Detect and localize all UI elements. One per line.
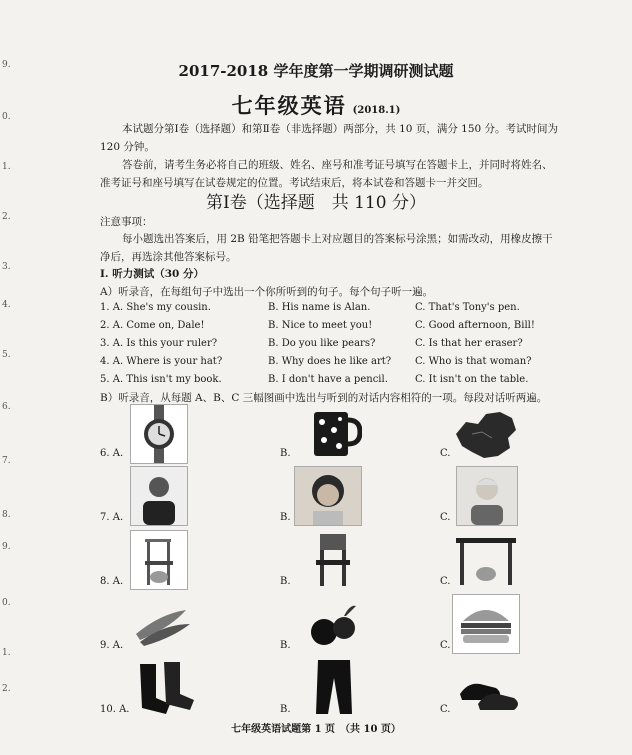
margin-number: 9.	[2, 60, 11, 70]
question-number: 5. A.	[100, 374, 124, 385]
option-c: C. Is that her eraser?	[415, 338, 523, 349]
option-c-label: C.	[440, 448, 451, 459]
option-b-label: B.	[280, 512, 291, 523]
subject-title: 七年级英语	[231, 93, 347, 118]
old-man-portrait-icon	[456, 466, 518, 526]
section-title: 第Ⅰ卷（选择题 共 110 分）	[206, 193, 426, 213]
option-a: This isn't my book.	[126, 374, 222, 385]
exam-date: (2018.1)	[352, 105, 401, 116]
page-footer: 七年级英语试题第 1 页 （共 10 页）	[231, 724, 401, 735]
question-7-label: 7. A.	[100, 512, 124, 523]
question-9-label: 9. A.	[100, 640, 124, 651]
mug-icon	[306, 404, 362, 462]
hamburger-icon	[452, 594, 520, 654]
option-b: B. His name is Alan.	[268, 302, 371, 313]
notice-label: 注意事项：	[100, 216, 153, 228]
question-number: 3. A.	[100, 338, 124, 349]
intro-paragraph-2: 答卷前，请考生务必将自己的班级、姓名、座号和准考证号填写在答题卡上，并同时将姓名、准考证号和座号填写在试卷规定的位置。考试结束后，将本试卷和答题卡一并交回。	[100, 159, 553, 189]
option-b-label: B.	[280, 448, 291, 459]
intro-paragraph-1: 本试题分第Ⅰ卷（选择题）和第Ⅱ卷（非选择题）两部分，共 10 页，满分 150 分。考试时间为 120 分钟。	[100, 123, 559, 153]
man-portrait-icon	[130, 466, 188, 526]
question-1	[100, 302, 211, 313]
exam-subtitle	[0, 90, 632, 120]
question-8-label: 8. A.	[100, 576, 124, 587]
watch-icon	[130, 404, 188, 464]
margin-number: 1.	[2, 648, 11, 658]
notice-text: 每小题选出答案后，用 2B 铅笔把答题卡上对应题目的答案标号涂黑；如需改动，用橡皮擦干净后，再选涂其他答案标号。	[100, 233, 553, 263]
option-c-label: C.	[440, 512, 451, 523]
margin-number: 3.	[2, 262, 11, 272]
margin-number: 0.	[2, 598, 11, 608]
question-number: 2. A.	[100, 320, 124, 331]
toy-under-table-icon	[452, 530, 520, 588]
socks-icon	[130, 658, 200, 716]
margin-number: 7.	[2, 456, 11, 466]
option-b-label: B.	[280, 576, 291, 587]
option-c: C. Good afternoon, Bill!	[415, 320, 535, 331]
option-c: C. That's Tony's pen.	[415, 302, 520, 313]
question-2	[100, 320, 205, 331]
question-6-label: 6. A.	[100, 448, 124, 459]
option-a: Come on, Dale!	[126, 320, 205, 331]
question-number: 4. A.	[100, 356, 124, 367]
part-a-instructions: A）听录音，在每组句子中选出一个你所听到的句子。每个句子听一遍。	[100, 286, 434, 298]
option-c: C. It isn't on the table.	[415, 374, 529, 385]
margin-number: 1.	[2, 162, 11, 172]
margin-number: 4.	[2, 300, 11, 310]
option-a: Where is your hat?	[126, 356, 223, 367]
map-icon	[452, 404, 522, 462]
margin-number: 8.	[2, 510, 11, 520]
girl-portrait-icon	[294, 466, 362, 526]
toy-under-chair-icon	[130, 530, 188, 590]
shoes-icon	[456, 658, 522, 716]
option-c-label: C.	[440, 640, 451, 651]
option-c: C. Who is that woman?	[415, 356, 532, 367]
apples-icon	[306, 594, 362, 652]
margin-number: 9.	[2, 542, 11, 552]
option-a: Is this your ruler?	[126, 338, 218, 349]
pants-icon	[306, 658, 362, 716]
option-b: B. Do you like pears?	[268, 338, 376, 349]
margin-number: 0.	[2, 112, 11, 122]
option-b-label: B.	[280, 704, 291, 715]
carrots-icon	[130, 594, 194, 652]
option-c-label: C.	[440, 704, 451, 715]
question-number: 1. A.	[100, 302, 124, 313]
exam-title: 2017-2018 学年度第一学期调研测试题	[178, 62, 454, 80]
listening-part-title: Ⅰ. 听力测试（30 分）	[100, 268, 204, 280]
question-5	[100, 374, 222, 385]
margin-number: 2.	[2, 684, 11, 694]
option-b: B. Nice to meet you!	[268, 320, 373, 331]
option-b: B. I don't have a pencil.	[268, 374, 388, 385]
margin-number: 2.	[2, 212, 11, 222]
question-4	[100, 356, 222, 367]
question-3	[100, 338, 217, 349]
option-c-label: C.	[440, 576, 451, 587]
option-b: B. Why does he like art?	[268, 356, 392, 367]
margin-number: 6.	[2, 402, 11, 412]
chair-icon	[306, 530, 362, 588]
option-a: She's my cousin.	[126, 302, 211, 313]
margin-number: 5.	[2, 350, 11, 360]
part-b-instructions: B）听录音，从每题 A、B、C 三幅图画中选出与听到的对话内容相符的一项。每段对话听两遍。	[100, 392, 548, 404]
question-10-label: 10. A.	[100, 704, 130, 715]
option-b-label: B.	[280, 640, 291, 651]
